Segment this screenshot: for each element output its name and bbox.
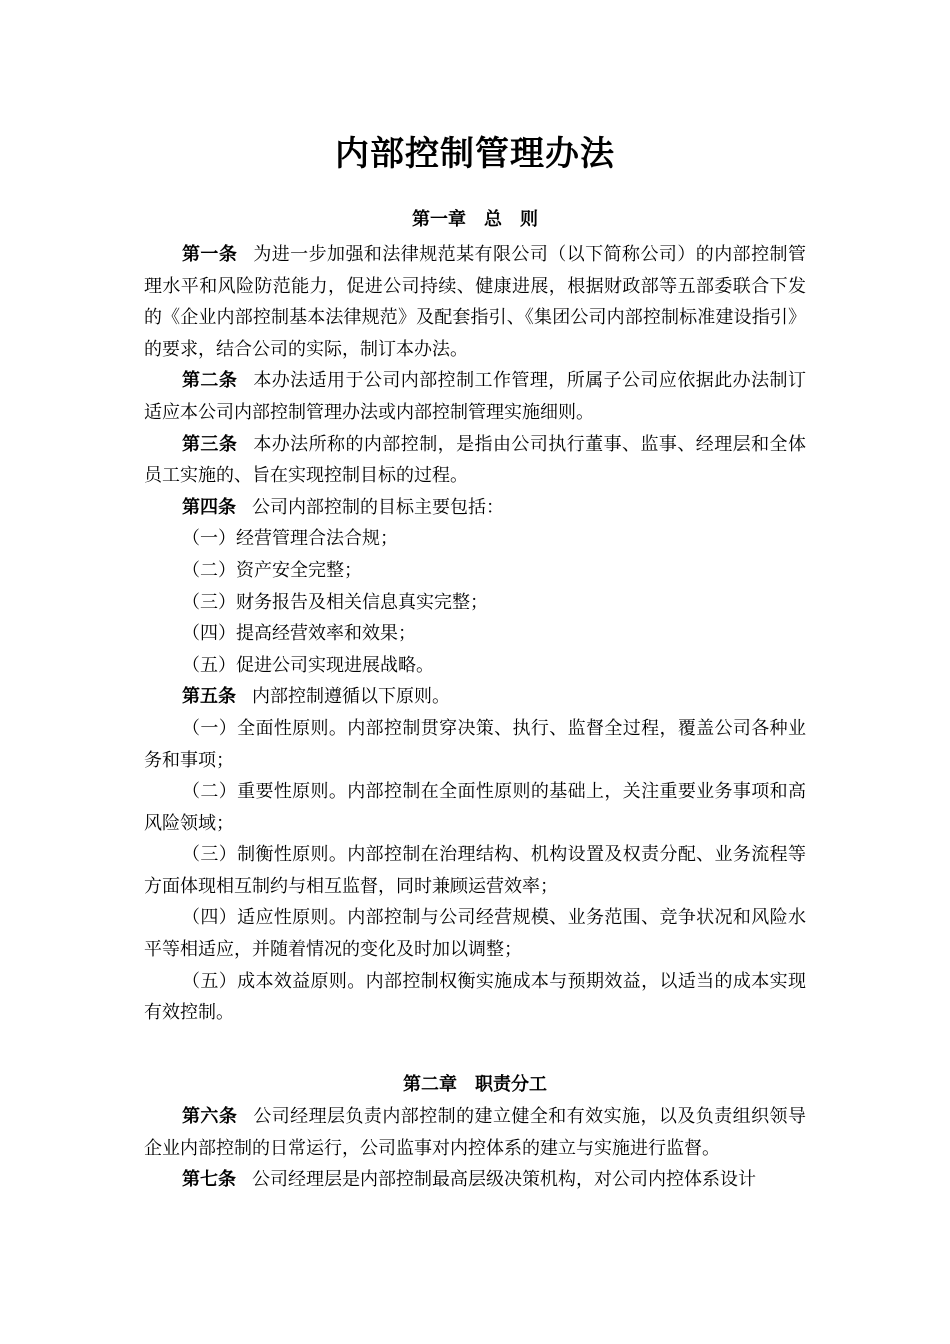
article-4 bbox=[144, 492, 806, 524]
article-5-text: 内部控制遵循以下原则。 bbox=[252, 686, 450, 708]
article-5-item: （二）重要性原则。内部控制在全面性原则的基础上，关注重要业务事项和高风险领域； bbox=[144, 781, 806, 834]
article-4-item: （一）经营管理合法合规； bbox=[182, 528, 398, 550]
chapter-1-body bbox=[144, 239, 806, 1029]
chapter-2-heading: 第二章 职责分工 bbox=[403, 1074, 547, 1095]
article-5-item: （四）适应性原则。内部控制与公司经营规模、业务范围、竞争状况和风险水平等相适应，并随着情况的变化及时加以调整； bbox=[144, 907, 806, 961]
article-5-item: （三）制衡性原则。内部控制在治理结构、机构设置及权责分配、业务流程等方面体现相互制约与相互监督，同时兼顾运营效率； bbox=[144, 844, 806, 897]
article-7-label: 第七条 bbox=[182, 1169, 236, 1191]
article-6-label: 第六条 bbox=[182, 1106, 238, 1127]
article-5-label: 第五条 bbox=[182, 686, 236, 708]
article-4-label: 第四条 bbox=[182, 496, 236, 518]
article-2 bbox=[144, 365, 806, 428]
article-1 bbox=[144, 239, 806, 365]
chapter-2-body bbox=[144, 1101, 806, 1196]
article-4-item: （二）资产安全完整； bbox=[182, 559, 362, 581]
article-5 bbox=[144, 681, 806, 713]
article-3-label: 第三条 bbox=[182, 433, 238, 455]
article-2-label: 第二条 bbox=[182, 370, 238, 392]
chapter-1-heading: 第一章 总 则 bbox=[412, 209, 538, 230]
article-3-text: 本办法所称的内部控制，是指由公司执行董事、监事、经理层和全体员工实施的、旨在实现控制目标的过程。 bbox=[144, 433, 806, 487]
article-5-item: （一）全面性原则。内部控制贯穿决策、执行、监督全过程，覆盖公司各种业务和事项； bbox=[144, 717, 806, 771]
article-4-item: （三）财务报告及相关信息真实完整； bbox=[182, 591, 488, 613]
article-6 bbox=[144, 1101, 806, 1164]
article-2-text: 本办法适用于公司内部控制工作管理，所属子公司应依据此办法制订适应本公司内部控制管理办法或内部控制管理实施细则。 bbox=[144, 370, 806, 423]
article-4-text: 公司内部控制的目标主要包括： bbox=[252, 496, 504, 518]
article-4-item: （四）提高经营效率和效果； bbox=[182, 623, 416, 645]
document-title: 内部控制管理办法 bbox=[335, 134, 615, 174]
article-6-text: 公司经理层负责内部控制的建立健全和有效实施，以及负责组织领导企业内部控制的日常运行，公司监事对内控体系的建立与实施进行监督。 bbox=[144, 1106, 806, 1159]
article-7 bbox=[144, 1164, 806, 1196]
article-4-item: （五）促进公司实现进展战略。 bbox=[182, 654, 434, 676]
article-1-label: 第一条 bbox=[182, 244, 238, 265]
article-5-item: （五）成本效益原则。内部控制权衡实施成本与预期效益，以适当的成本实现有效控制。 bbox=[144, 970, 806, 1024]
article-7-text: 公司经理层是内部控制最高层级决策机构，对公司内控体系设计 bbox=[252, 1169, 756, 1191]
article-3 bbox=[144, 429, 806, 492]
article-1-text: 为进一步加强和法律规范某有限公司（以下简称公司）的内部控制管理水平和风险防范能力，促进公司持续、健康进展，根据财政部等五部委联合下发的《企业内部控制基本法律规范》及配套指引、《集团公司内部控制标准建设指引》的要求，结合公司的实际，制订本办法。 bbox=[144, 244, 806, 360]
